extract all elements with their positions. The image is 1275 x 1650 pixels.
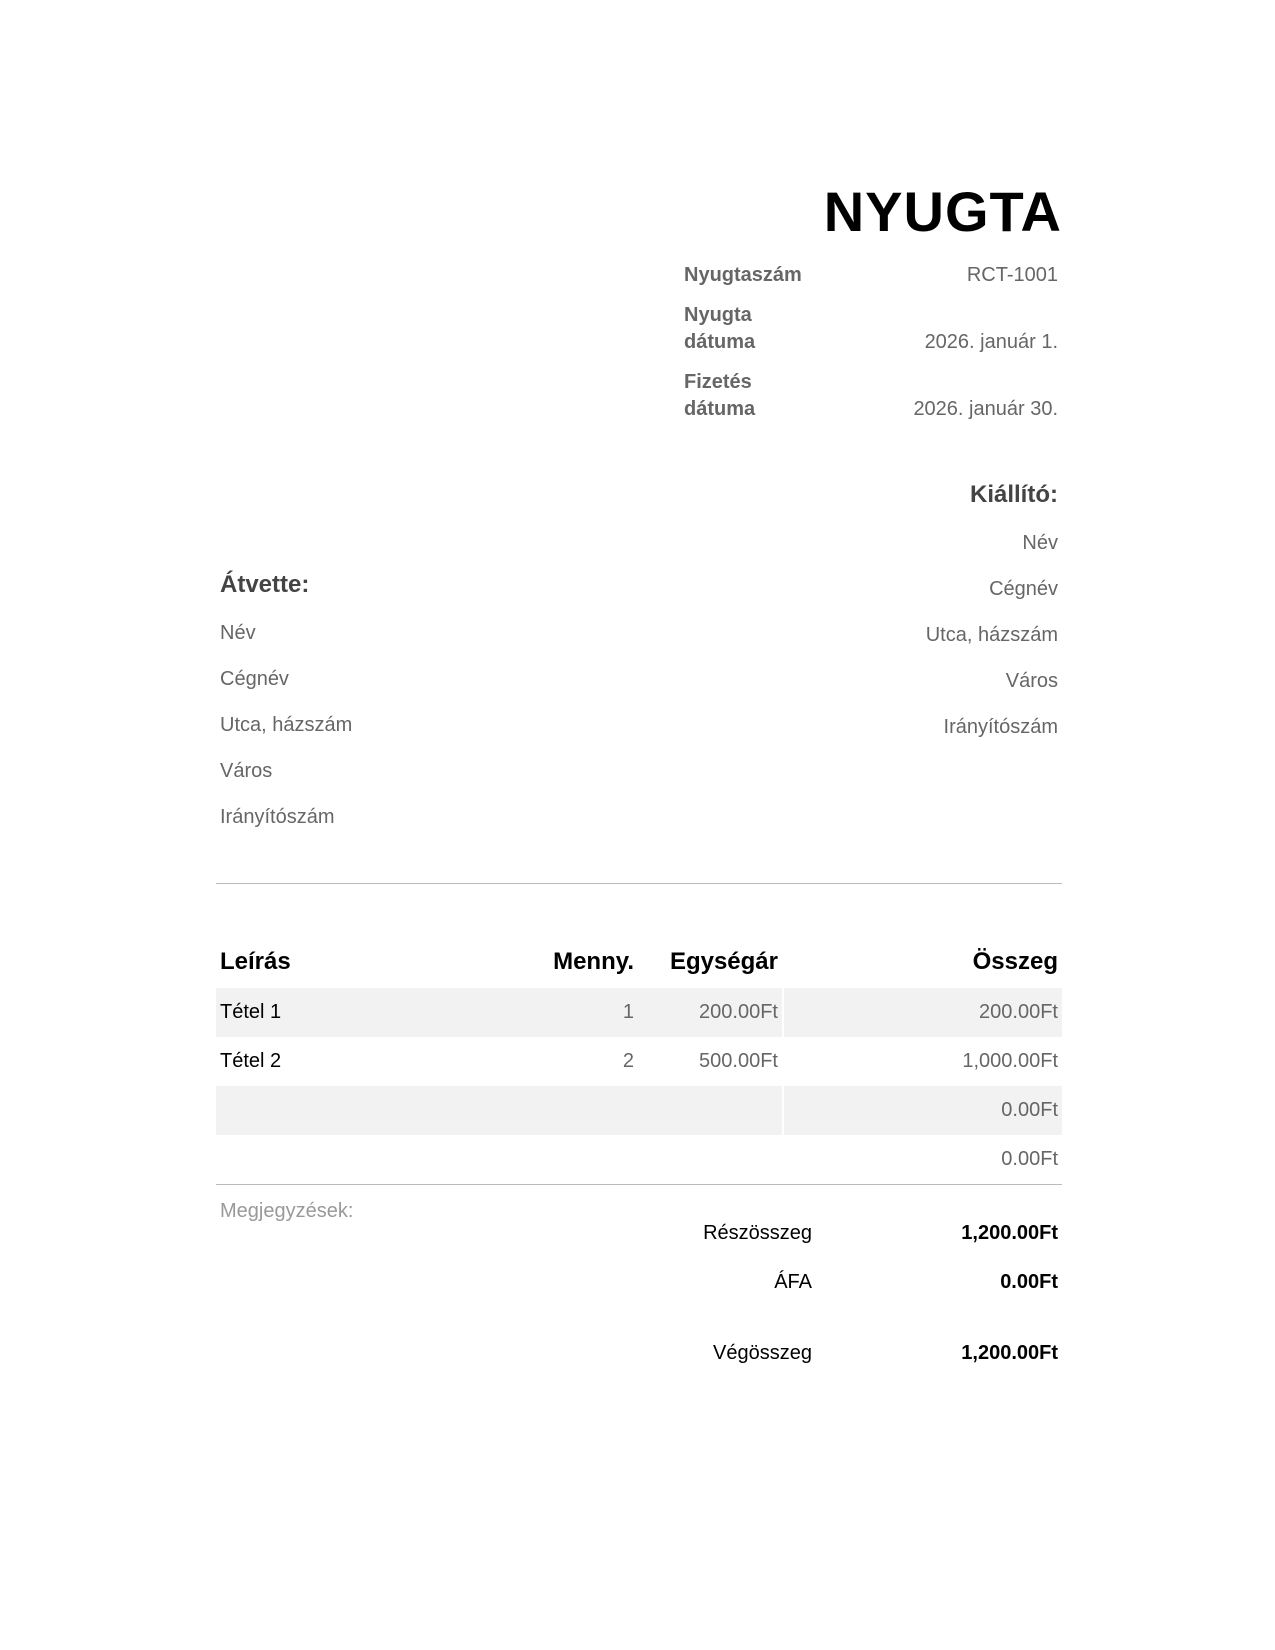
issuer-name: Név: [1022, 532, 1058, 554]
receipt-meta-table: [680, 262, 1062, 436]
receiver-zip: Irányítószám: [220, 806, 335, 828]
issuer-block: [926, 480, 1058, 761]
item-description: [216, 1135, 486, 1185]
item-total: 1,000.00Ft: [962, 1050, 1058, 1072]
meta-row-payment-date: [680, 369, 1062, 436]
receiver-block: [220, 570, 352, 851]
receiver-heading: Átvette:: [220, 571, 310, 598]
item-description: Tétel 2: [220, 1050, 282, 1072]
table-row: [216, 1135, 1062, 1185]
meta-label: Fizetés dátuma: [684, 371, 756, 420]
item-description: [216, 1086, 486, 1135]
item-description: Tétel 1: [216, 988, 486, 1037]
tax-label: ÁFA: [774, 1271, 812, 1293]
item-quantity: 2: [622, 1050, 634, 1072]
document-title: NYUGTA: [823, 180, 1062, 243]
receiver-company: Cégnév: [220, 668, 289, 690]
receiver-street: Utca, házszám: [220, 714, 353, 736]
receiver-city: Város: [220, 760, 273, 782]
item-unit-price: 500.00Ft: [699, 1050, 778, 1072]
table-header-row: [216, 948, 1062, 988]
item-unit-price: [638, 1086, 782, 1135]
table-row: [216, 1037, 1062, 1086]
grand-total-value: 1,200.00Ft: [961, 1342, 1058, 1364]
item-total: 200.00Ft: [782, 988, 1062, 1037]
issuer-zip: Irányítószám: [943, 716, 1058, 738]
table-row: [216, 988, 1062, 1037]
receiver-name: Név: [220, 622, 256, 644]
item-quantity: [486, 1135, 638, 1185]
line-items-table: [216, 948, 1062, 1185]
receipt-page: [216, 0, 1062, 1650]
meta-label: Nyugtaszám: [684, 264, 802, 286]
grand-total-label: Végösszeg: [713, 1342, 812, 1364]
issuer-company: Cégnév: [989, 578, 1058, 600]
header-total: Összeg: [972, 948, 1058, 975]
item-total: 0.00Ft: [782, 1135, 1062, 1185]
item-quantity: 1: [486, 988, 638, 1037]
item-unit-price: 200.00Ft: [638, 988, 782, 1037]
item-quantity: [486, 1086, 638, 1135]
header-quantity: Menny.: [553, 948, 634, 975]
header-unit-price: Egységár: [669, 948, 778, 975]
tax-value: 0.00Ft: [1000, 1271, 1058, 1293]
meta-value: 2026. január 30.: [913, 398, 1058, 420]
meta-value: 2026. január 1.: [924, 331, 1058, 353]
item-unit-price: [638, 1135, 782, 1185]
issuer-city: Város: [1005, 670, 1058, 692]
table-row: [216, 1086, 1062, 1135]
notes-label: Megjegyzések:: [220, 1200, 354, 1222]
issuer-street: Utca, házszám: [925, 624, 1058, 646]
meta-value: RCT-1001: [966, 264, 1058, 286]
subtotal-value: 1,200.00Ft: [961, 1222, 1058, 1244]
section-divider: [216, 883, 1062, 884]
issuer-heading: Kiállító:: [970, 481, 1058, 508]
meta-label: Nyugta dátuma: [684, 304, 756, 353]
subtotal-label: Részösszeg: [703, 1222, 812, 1244]
header-description: Leírás: [220, 948, 291, 975]
item-total: 0.00Ft: [782, 1086, 1062, 1135]
meta-row-receipt-number: [680, 262, 1062, 302]
meta-row-receipt-date: [680, 302, 1062, 369]
